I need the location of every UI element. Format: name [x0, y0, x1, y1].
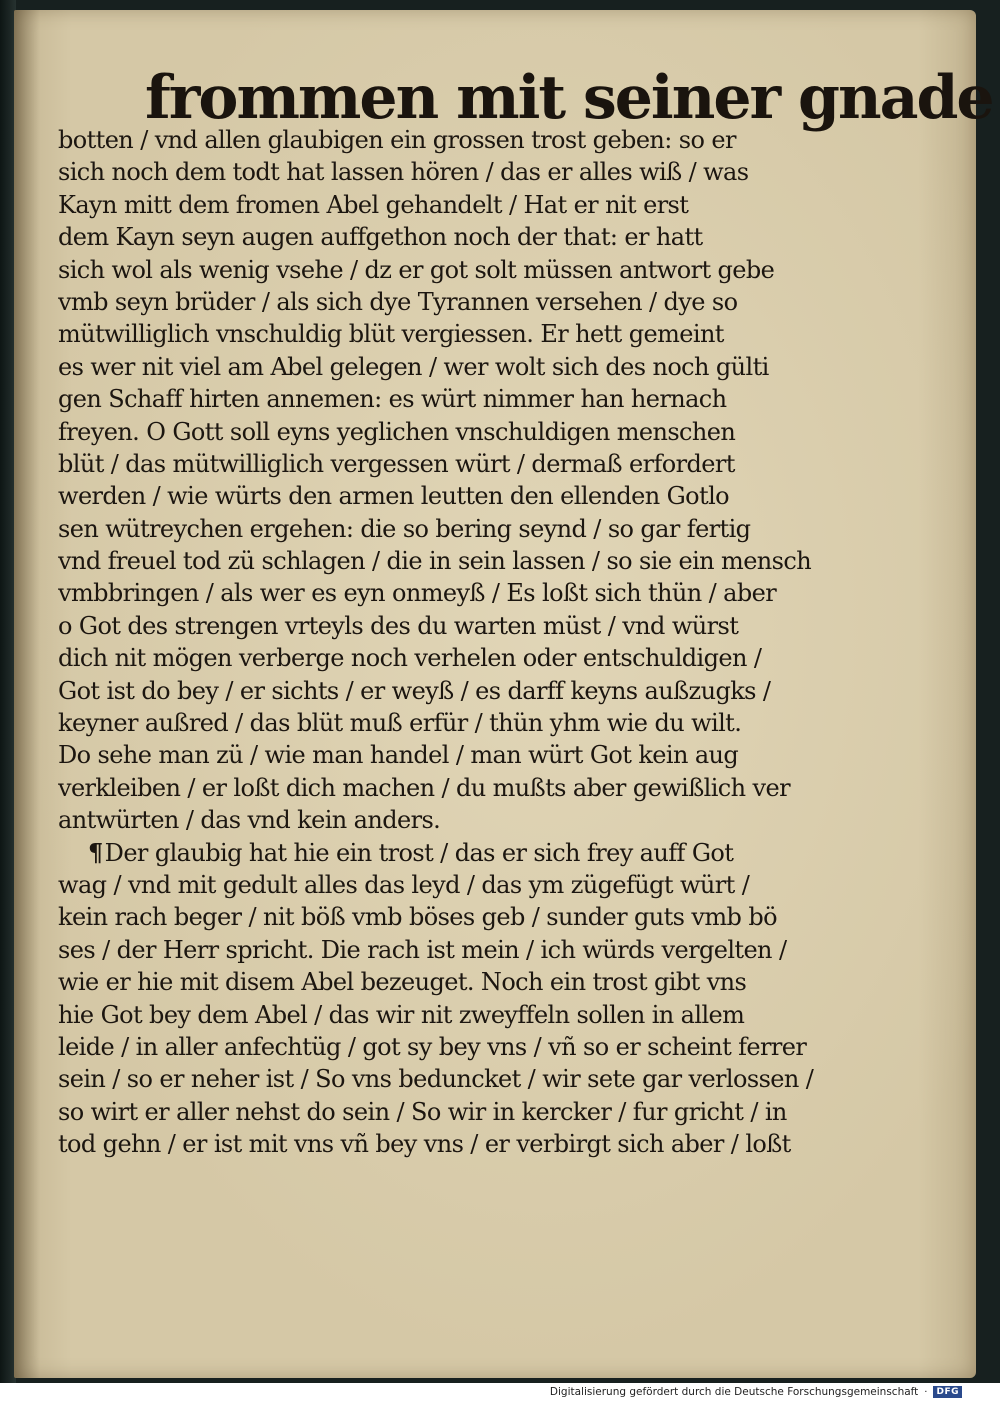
text-line: [58, 999, 818, 1031]
text-line: [58, 156, 818, 188]
text-line: [58, 286, 818, 318]
text-line: [58, 351, 818, 383]
text-line-content: hie Got bey dem Abel / das wir nit zweyffeln sollen in allem: [58, 1000, 745, 1029]
text-line: [58, 837, 818, 869]
pilcrow-icon: ¶: [88, 837, 103, 867]
text-line-content: vmbbringen / als wer es eyn onmeyß / Es loßt sich thün / aber: [58, 579, 777, 608]
text-line: [58, 318, 818, 350]
text-line: [58, 254, 818, 286]
text-line: [58, 642, 818, 674]
text-line-content: ses / der Herr spricht. Die rach ist mein / ich würds vergelten /: [58, 935, 787, 964]
text-line: [58, 577, 818, 609]
text-line: [58, 934, 818, 966]
text-line-content: tod gehn / er ist mit vns vñ bey vns / er verbirgt sich aber / loßt: [58, 1130, 791, 1159]
text-line: [58, 545, 818, 577]
text-line: [58, 124, 818, 156]
text-line: [58, 869, 818, 901]
text-line-content: vnd freuel tod zü schlagen / die in sein lassen / so sie ein mensch: [58, 547, 812, 576]
text-line: [58, 1063, 818, 1095]
text-line: [58, 901, 818, 933]
text-line-content: freyen. O Gott soll eyns yeglichen vnschuldigen menschen: [58, 417, 736, 446]
text-line: [58, 1031, 818, 1063]
text-line: [58, 480, 818, 512]
funding-note: Digitalisierung gefördert durch die Deutsche Forschungsgemeinschaft: [549, 1386, 919, 1398]
text-line-content: Der glaubig hat hie ein trost / das er sich frey auff Got: [104, 838, 734, 867]
text-line: [58, 675, 818, 707]
text-line-content: sich noch dem todt hat lassen hören / das er alles wiß / was: [58, 158, 749, 187]
text-line-content: so wirt er aller nehst do sein / So wir in kercker / fur gricht / in: [58, 1097, 787, 1126]
page-footer: [550, 1384, 962, 1400]
text-line-content: Do sehe man zü / wie man handel / man würt Got kein aug: [58, 741, 739, 770]
text-line-content: sich wol als wenig vsehe / dz er got solt müssen antwort gebe: [58, 255, 775, 284]
page-text-block: [58, 124, 818, 1161]
text-line-content: wie er hie mit disem Abel bezeuget. Noch ein trost gibt vns: [58, 968, 747, 997]
text-line: [58, 221, 818, 253]
text-line-content: keyner außred / das blüt muß erfür / thün yhm wie du wilt.: [58, 709, 742, 738]
text-line: [58, 448, 818, 480]
text-line: [58, 610, 818, 642]
text-line: [58, 966, 818, 998]
text-line: [58, 707, 818, 739]
text-line-content: blüt / das mütwilliglich vergessen würt / dermaß erfordert: [58, 449, 735, 478]
text-line-content: dem Kayn seyn augen auffgethon noch der that: er hatt: [58, 223, 703, 252]
text-line-content: o Got des strengen vrteyls des du warten müst / vnd würst: [58, 611, 739, 640]
text-line-content: antwürten / das vnd kein anders.: [58, 806, 441, 835]
text-line-content: kein rach beger / nit böß vmb böses geb / sunder guts vmb bö: [58, 903, 777, 932]
text-line-content: wag / vnd mit gedult alles das leyd / das ym zügefügt würt /: [58, 870, 750, 899]
text-line-content: leide / in aller anfechtüg / got sy bey vns / vñ so er scheint ferrer: [58, 1032, 807, 1061]
text-line-content: sen wütreychen ergehen: die so bering seynd / so gar fertig: [58, 514, 751, 543]
text-line: [58, 513, 818, 545]
text-line-content: mütwilliglich vnschuldig blüt vergiessen. Er hett gemeint: [58, 320, 724, 349]
text-line: [58, 1096, 818, 1128]
text-line-content: sein / so er neher ist / So vns beduncket / wir sete gar verlossen /: [58, 1065, 814, 1094]
text-line-content: dich nit mögen verberge noch verhelen oder entschuldigen /: [58, 644, 762, 673]
text-line: [58, 1128, 818, 1160]
text-line: [58, 772, 818, 804]
text-line-content: werden / wie würts den armen leutten den ellenden Gotlo: [58, 482, 730, 511]
text-line-content: vmb seyn brüder / als sich dye Tyrannen versehen / dye so: [58, 287, 738, 316]
text-line: [58, 416, 818, 448]
gutter-shadow: [14, 10, 40, 1378]
text-line: [58, 189, 818, 221]
text-line-content: verkleiben / er loßt dich machen / du mußts aber gewißlich ver: [58, 773, 790, 802]
text-line: [58, 383, 818, 415]
text-line: [58, 739, 818, 771]
page-headline: frommen mit seiner gnade: [145, 63, 993, 133]
text-line-content: Got ist do bey / er sichts / er weyß / es darff keyns außzugks /: [58, 676, 771, 705]
dfg-logo-icon[interactable]: DFG: [933, 1386, 962, 1398]
text-line-content: gen Schaff hirten annemen: es würt nimmer han hernach: [58, 385, 727, 414]
text-line-content: es wer nit viel am Abel gelegen / wer wolt sich des noch gülti: [58, 352, 769, 381]
text-line-content: botten / vnd allen glaubigen ein grossen trost geben: so er: [58, 126, 736, 154]
footer-separator: ·: [924, 1386, 928, 1398]
text-line-content: Kayn mitt dem fromen Abel gehandelt / Hat er nit erst: [58, 190, 689, 219]
text-line: [58, 804, 818, 836]
